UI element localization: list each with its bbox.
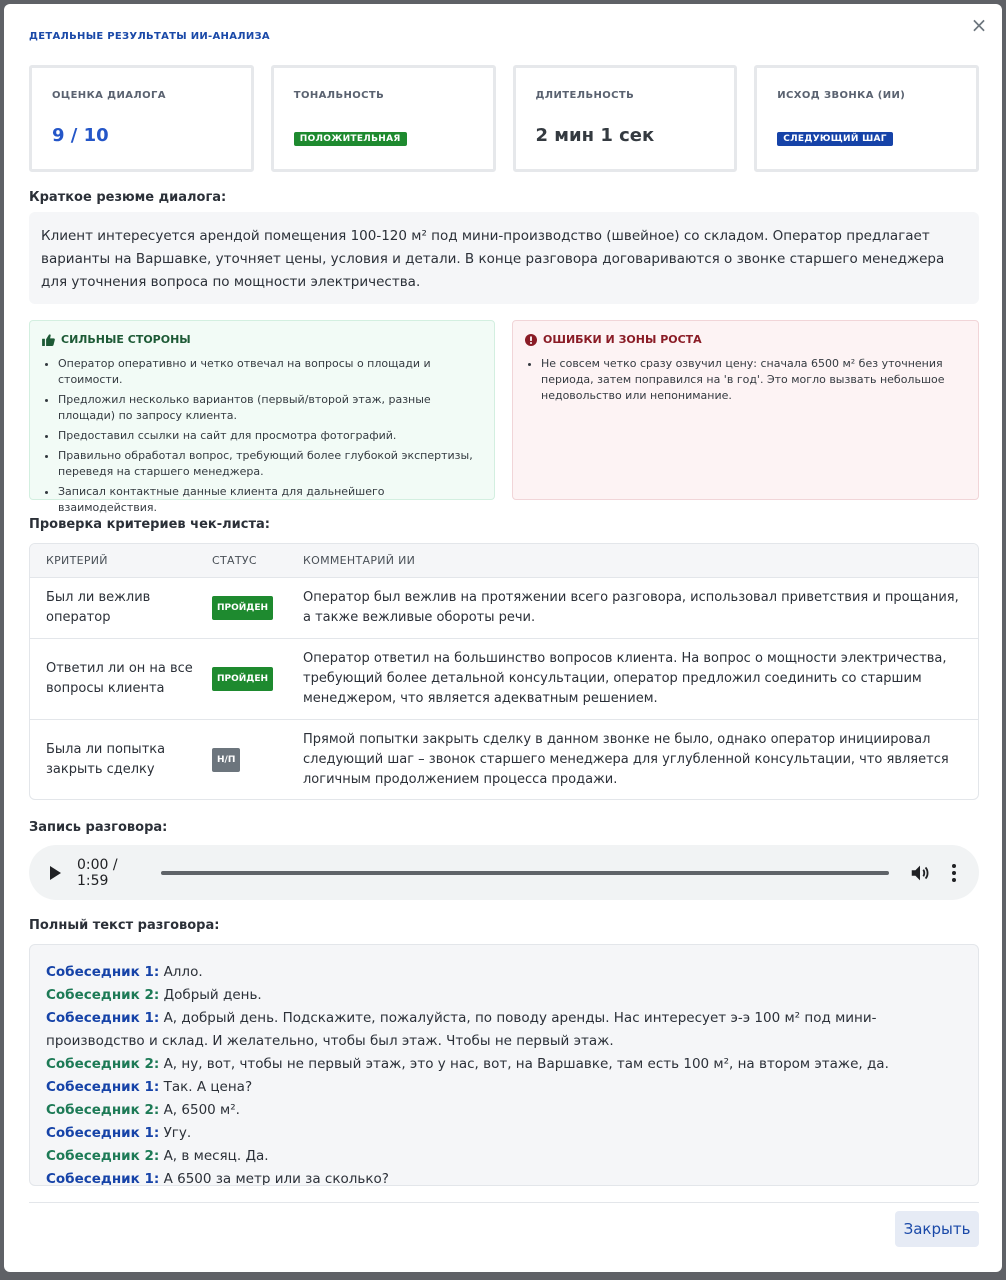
transcript-box[interactable] bbox=[29, 944, 979, 1186]
transcript-line bbox=[46, 1168, 962, 1186]
score-card bbox=[29, 65, 254, 172]
criterion-cell: Была ли попытка закрыть сделку bbox=[46, 741, 166, 777]
audio-progress-bar[interactable] bbox=[161, 871, 889, 875]
play-icon bbox=[49, 866, 61, 880]
errors-title: ОШИБКИ И ЗОНЫ РОСТА bbox=[543, 333, 702, 346]
table-row bbox=[30, 719, 978, 800]
score-label: ОЦЕНКА ДИАЛОГА bbox=[52, 90, 166, 101]
speech-text: Добрый день. bbox=[159, 987, 262, 1003]
comment-cell: Прямой попытки закрыть сделку в данном звонке не было, однако оператор инициировал следующий шаг – звонок старшего менеджера для углубленной консультации, что является логичным продолжением процесса продажи. bbox=[303, 731, 949, 787]
volume-button[interactable] bbox=[909, 862, 931, 884]
speaker-label: Собеседник 2: bbox=[46, 987, 160, 1003]
checklist-table bbox=[29, 543, 979, 800]
summary-title: Краткое резюме диалога: bbox=[29, 190, 227, 205]
transcript-line bbox=[46, 1122, 962, 1145]
table-row bbox=[30, 577, 978, 638]
duration-label: ДЛИТЕЛЬНОСТЬ bbox=[535, 90, 635, 101]
list-item: • Предоставил ссылки на сайт для просмотра фотографий. bbox=[58, 428, 482, 444]
transcript-line bbox=[46, 1053, 962, 1076]
transcript-line bbox=[46, 961, 962, 984]
strengths-title: СИЛЬНЫЕ СТОРОНЫ bbox=[61, 333, 191, 346]
modal-title: ДЕТАЛЬНЫЕ РЕЗУЛЬТАТЫ ИИ-АНАЛИЗА bbox=[29, 31, 270, 42]
transcript-title: Полный текст разговора: bbox=[29, 918, 220, 933]
transcript-line bbox=[46, 984, 962, 1007]
close-button[interactable]: Закрыть bbox=[895, 1211, 979, 1247]
speech-text: А, ну, вот, чтобы не первый этаж, это у нас, вот, на Варшавке, там есть 100 м², на втором этаже, да. bbox=[159, 1056, 889, 1072]
speaker-label: Собеседник 1: bbox=[46, 1010, 160, 1026]
column-header-comment: КОММЕНТАРИЙ ИИ bbox=[287, 544, 978, 577]
outcome-card bbox=[754, 65, 979, 172]
outcome-label: ИСХОД ЗВОНКА (ИИ) bbox=[777, 90, 906, 101]
column-header-status: СТАТУС bbox=[196, 544, 287, 577]
comment-cell: Оператор ответил на большинство вопросов клиента. На вопрос о мощности электричества, требующий более детальной консультации, оператор предложил соединить со старшим менеджером, что является адекватным решением. bbox=[303, 650, 947, 706]
list-item: • Оператор оперативно и четко отвечал на вопросы о площади и стоимости. bbox=[58, 356, 482, 388]
checklist-title: Проверка критериев чек-листа: bbox=[29, 517, 270, 532]
speech-text: Угу. bbox=[159, 1125, 192, 1141]
strengths-header bbox=[42, 333, 482, 346]
speaker-label: Собеседник 1: bbox=[46, 1125, 160, 1141]
tone-card bbox=[271, 65, 496, 172]
speech-text: А, добрый день. Подскажите, пожалуйста, по поводу аренды. Нас интересует э-э 100 м² под мини-производство и склад. И желательно, чтобы был этаж. Чтобы не первый этаж. bbox=[46, 1010, 877, 1049]
transcript-line bbox=[46, 1007, 962, 1053]
volume-icon bbox=[909, 862, 931, 884]
score-value: 9 / 10 bbox=[52, 125, 109, 146]
analysis-modal bbox=[4, 4, 1002, 1272]
transcript-line bbox=[46, 1099, 962, 1122]
strengths-panel bbox=[29, 320, 495, 514]
speaker-label: Собеседник 2: bbox=[46, 1148, 160, 1164]
speech-text: А 6500 за метр или за сколько? bbox=[159, 1171, 389, 1186]
more-options-icon[interactable] bbox=[949, 862, 959, 884]
outcome-badge: СЛЕДУЮЩИЙ ШАГ bbox=[777, 132, 893, 146]
errors-header bbox=[525, 333, 966, 346]
tone-badge: ПОЛОЖИТЕЛЬНАЯ bbox=[294, 132, 407, 146]
strengths-list bbox=[42, 356, 482, 516]
speech-text: А, в месяц. Да. bbox=[159, 1148, 269, 1164]
list-item: • Записал контактные данные клиента для дальнейшего взаимодействия. bbox=[58, 484, 482, 516]
speech-text: Алло. bbox=[159, 964, 203, 980]
list-item: • Правильно обработал вопрос, требующий более глубокой экспертизы, переведя на старшего менеджера. bbox=[58, 448, 482, 480]
metric-cards bbox=[29, 65, 979, 172]
speech-text: А, 6500 м². bbox=[159, 1102, 240, 1118]
audio-time: 0:00 / 1:59 bbox=[77, 856, 118, 889]
speaker-label: Собеседник 1: bbox=[46, 1171, 160, 1186]
errors-list bbox=[525, 356, 966, 404]
status-badge: Н/П bbox=[212, 748, 240, 772]
duration-card bbox=[513, 65, 738, 172]
recording-title: Запись разговора: bbox=[29, 820, 168, 835]
footer-divider bbox=[29, 1202, 979, 1203]
thumbs-up-icon bbox=[42, 334, 55, 346]
speech-text: Так. А цена? bbox=[159, 1079, 253, 1095]
transcript-line bbox=[46, 1076, 962, 1099]
summary-text: Клиент интересуется арендой помещения 100-120 м² под мини-производство (швейное) со складом. Оператор предлагает варианты на Варшавке, уточняет цены, условия и детали. В конце разговора договариваются о звонке старшего менеджера для уточнения вопроса по мощности электричества. bbox=[29, 212, 979, 304]
comment-cell: Оператор был вежлив на протяжении всего разговора, использовал приветствия и прощания, а также вежливые обороты речи. bbox=[303, 589, 959, 625]
speaker-label: Собеседник 2: bbox=[46, 1056, 160, 1072]
status-badge: ПРОЙДЕН bbox=[212, 596, 273, 620]
list-item: • Предложил несколько вариантов (первый/второй этаж, разные площади) по запросу клиента. bbox=[58, 392, 482, 424]
table-row bbox=[30, 638, 978, 719]
speaker-label: Собеседник 1: bbox=[46, 1079, 160, 1095]
close-icon[interactable]: × bbox=[970, 13, 988, 37]
errors-panel bbox=[512, 320, 979, 500]
criterion-cell: Был ли вежлив оператор bbox=[46, 589, 151, 625]
speaker-label: Собеседник 1: bbox=[46, 964, 160, 980]
status-badge: ПРОЙДЕН bbox=[212, 667, 273, 691]
play-button[interactable] bbox=[45, 863, 65, 883]
audio-player bbox=[29, 845, 979, 900]
transcript-line bbox=[46, 1145, 962, 1168]
column-header-criterion: КРИТЕРИЙ bbox=[30, 544, 196, 577]
duration-value: 2 мин 1 сек bbox=[535, 125, 655, 146]
speaker-label: Собеседник 2: bbox=[46, 1102, 160, 1118]
list-item: • Не совсем четко сразу озвучил цену: сначала 6500 м² без уточнения периода, затем поправился на 'в год'. Это могло вызвать небольшое недовольство или непонимание. bbox=[541, 356, 966, 404]
tone-label: ТОНАЛЬНОСТЬ bbox=[293, 90, 385, 101]
criterion-cell: Ответил ли он на все вопросы клиента bbox=[46, 660, 193, 696]
exclamation-circle-icon bbox=[525, 334, 537, 346]
